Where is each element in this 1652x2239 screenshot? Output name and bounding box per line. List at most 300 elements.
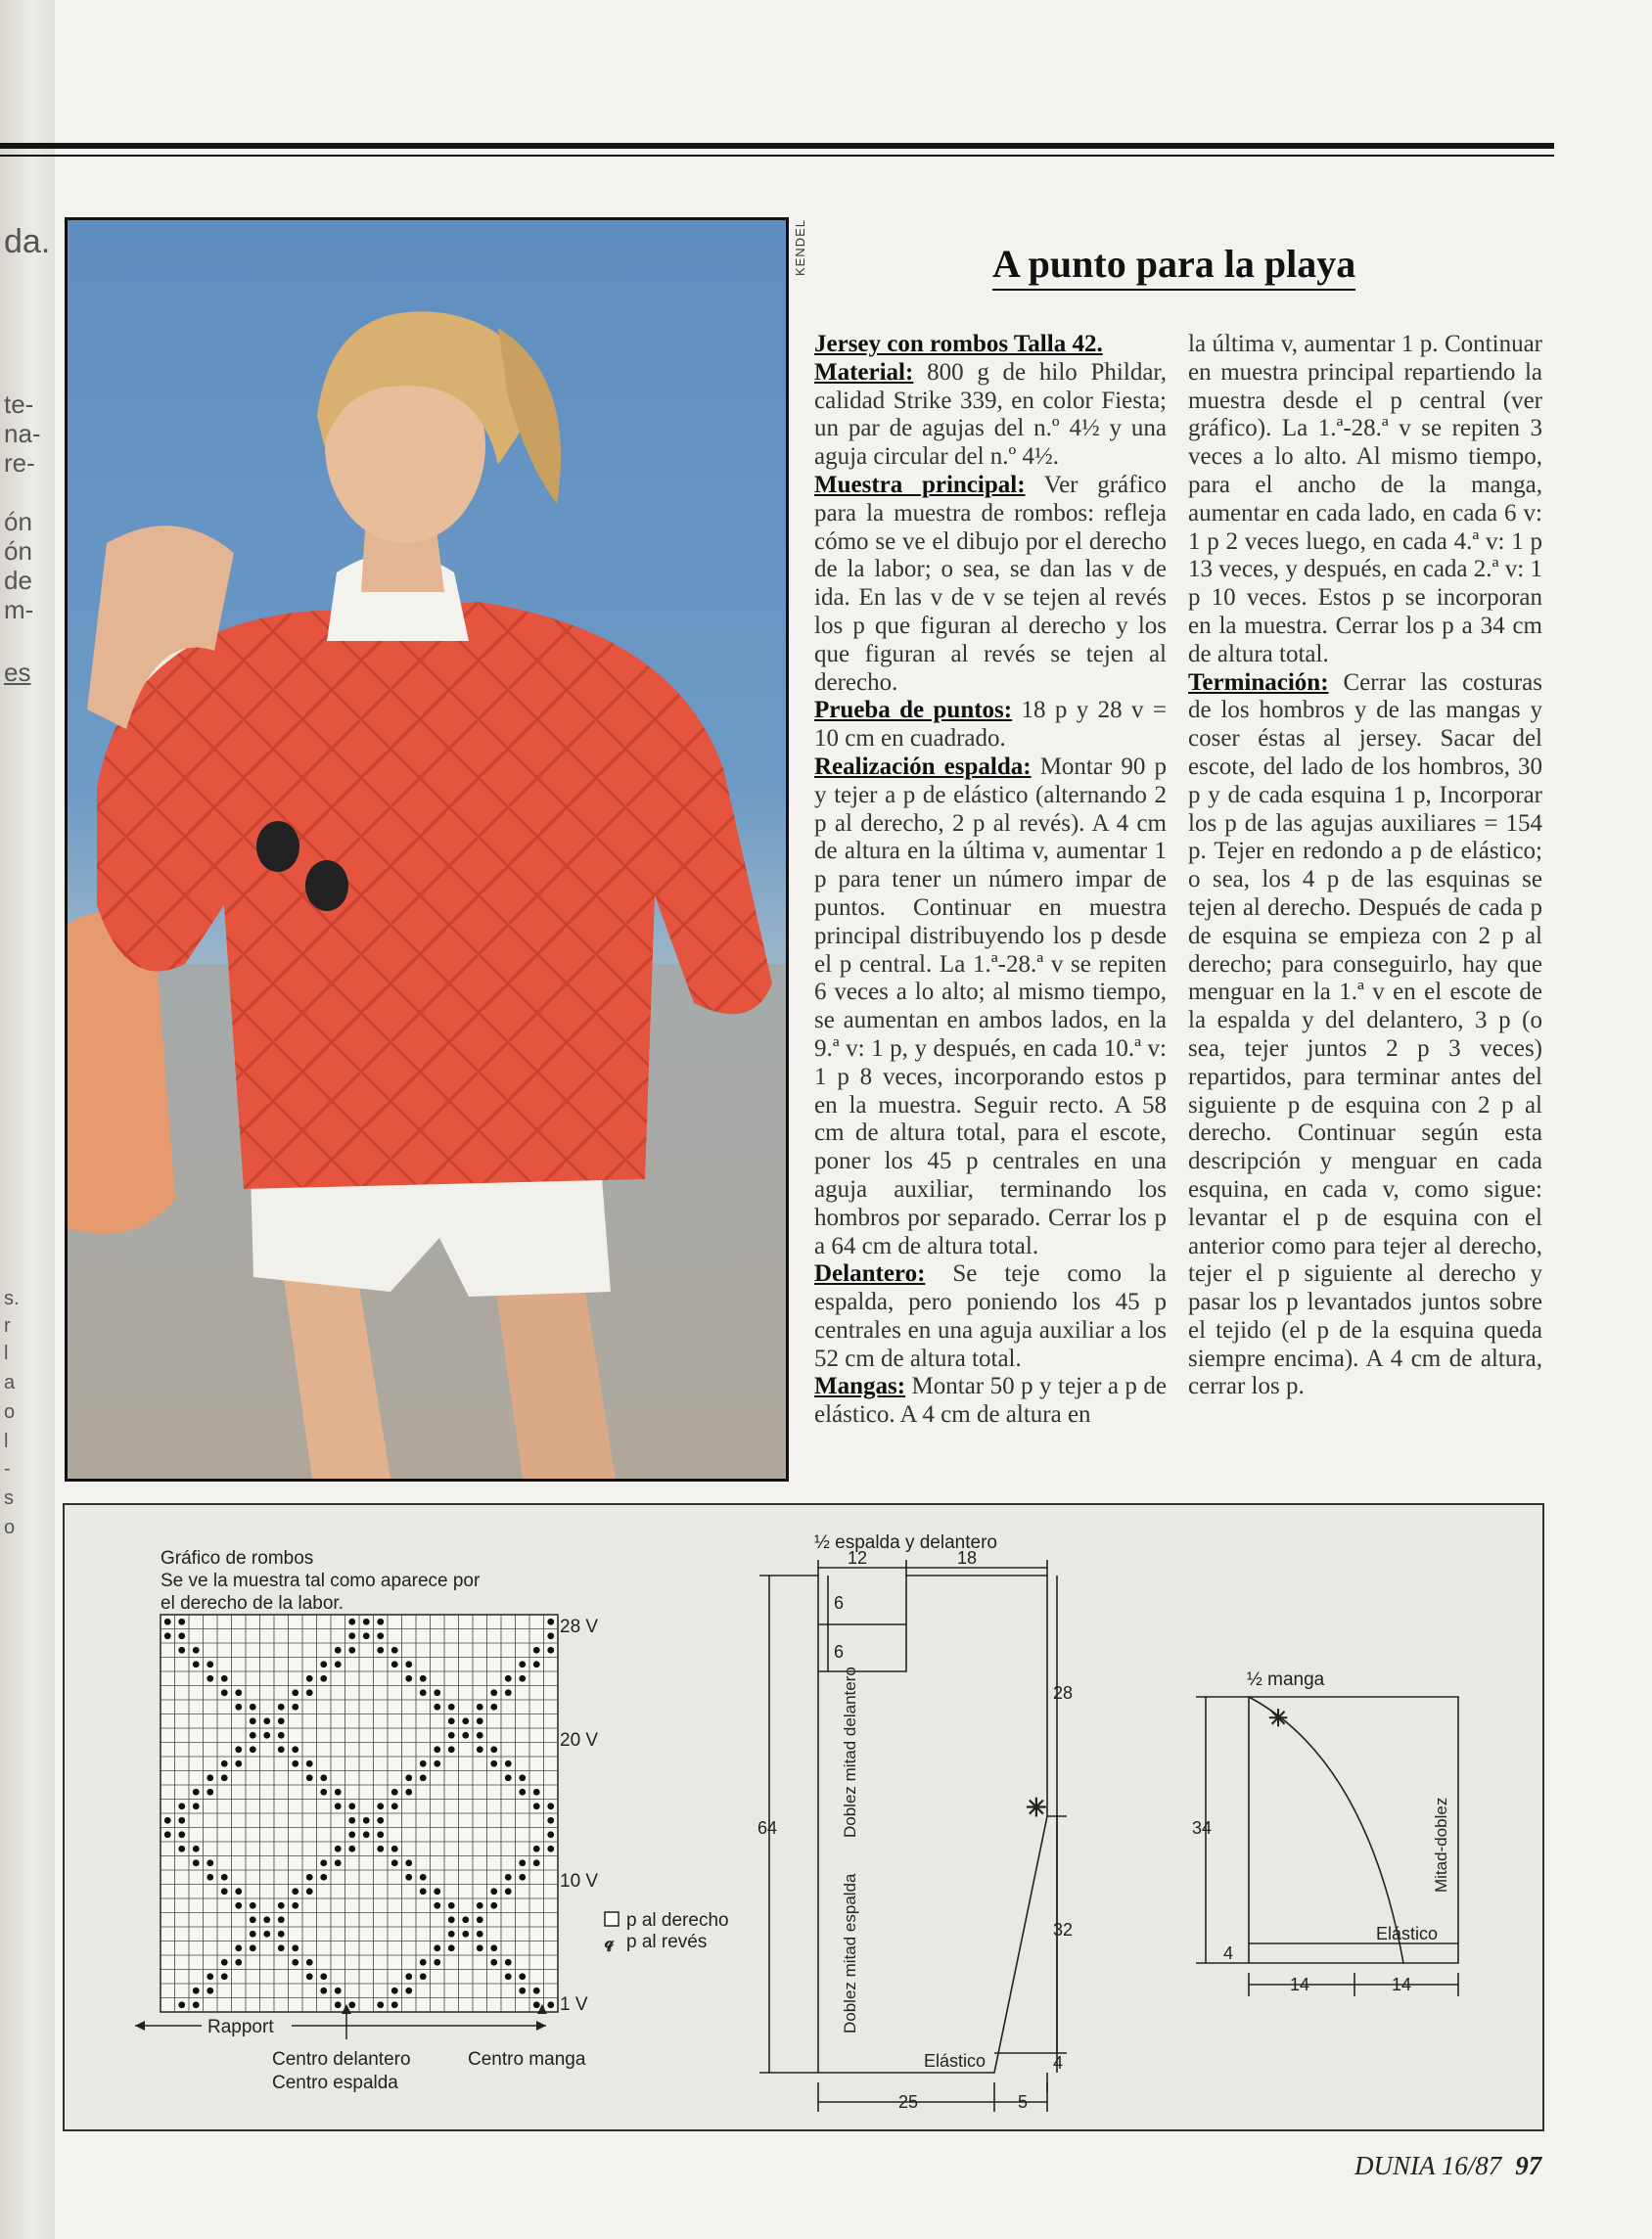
- prev-page-fragment: te-: [4, 389, 34, 419]
- paragraph-text: Cerrar las costuras de los hombros y de las mangas y coser éstas al jersey. Sacar del escote, del lado de los hombros, 30 p y de cada esquina 1 p, Incorporar los p de las agujas auxiliares = 154 p. Tejer en redondo a p de elástico; o sea, los 4 p de las esquinas se tejen al derecho. Después de cada p de esquina se empieza con 2 p al derecho; para conseguirlo, hay que menguar en la 1.ª v en el escote de la espalda y del delantero, 3 p (o sea, tejer juntos 2 p 3 veces) repartidos, para terminar antes del siguiente p de esquina con 2 p al derecho. Continuar según esta descripción y menguar en cada esquina, en cada v, como sigue: levantar el p de esquina con el anterior como para tejer al derecho, tejer el p siguiente al derecho y pasar los p levantados juntos sobre el tejido (el p de la esquina queda siempre encima). A 4 cm de altura, cerrar los p.: [1188, 668, 1542, 1400]
- purl-stitch-mark: [377, 1831, 384, 1838]
- dimension-label: 12: [848, 1548, 868, 1568]
- purl-stitch-mark: [335, 1789, 342, 1796]
- prev-page-fragment: m-: [4, 595, 34, 624]
- purl-stitch-mark: [547, 1831, 554, 1838]
- dimension-label: 14: [1290, 1975, 1310, 1994]
- purl-stitch-mark: [519, 1789, 526, 1796]
- purl-stitch-mark: [420, 1973, 427, 1980]
- purl-stitch-mark: [278, 1931, 285, 1938]
- model-in-sweater-illustration: [68, 220, 786, 1479]
- purl-stitch-mark: [335, 1988, 342, 1994]
- purl-stitch-mark: [420, 1774, 427, 1781]
- paragraph-text: Ver gráfico para la muestra de rombos: refleja cómo se ve el dibujo por el derecho de la labor; o sea, se dan las v de ida. En las v de v se tejen al revés los p que figuran al derecho y los que figuran al revés se tejen al derecho.: [814, 471, 1167, 696]
- purl-stitch-mark: [519, 1973, 526, 1980]
- purl-stitch-mark: [335, 1859, 342, 1866]
- body-schematic: [759, 1560, 1067, 2112]
- section-heading: Terminación:: [1188, 668, 1329, 696]
- paragraph: [814, 754, 1167, 1260]
- purl-stitch-mark: [178, 1803, 185, 1809]
- section-heading: Prueba de puntos:: [814, 697, 1013, 724]
- purl-stitch-mark: [164, 1831, 171, 1838]
- purl-stitch-mark: [477, 1732, 483, 1739]
- purl-stitch-mark: [320, 1661, 327, 1668]
- purl-stitch-mark: [363, 1817, 370, 1824]
- purl-stitch-mark: [377, 1817, 384, 1824]
- paragraph: [1188, 669, 1542, 1402]
- purl-stitch-mark: [292, 1704, 298, 1711]
- purl-stitch-mark: [206, 1675, 213, 1682]
- purl-stitch-mark: [547, 1632, 554, 1639]
- dimension-label: 18: [957, 1548, 978, 1568]
- purl-stitch-mark: [306, 1973, 313, 1980]
- paragraph-text: 18 p y 28 v = 10 cm en cuadrado.: [814, 697, 1167, 753]
- purl-stitch-mark: [391, 1789, 398, 1796]
- purl-stitch-mark: [462, 1717, 469, 1724]
- purl-stitch-mark: [221, 1774, 228, 1781]
- prev-page-fragment: na-: [4, 419, 41, 448]
- paragraph-text: la última v, aumentar 1 p. Continuar en muestra principal repartiendo la muestra desde el p central (ver gráfico). La 1.ª-28.ª v se repiten 3 veces a lo alto. Al mismo tiempo, para el ancho de la manga, aumentar en cada lado, en cada 6 v: 1 p 2 veces luego, en cada 4.ª v: 1 p 13 veces, y después, en cada 2.ª v: 1 p 10 veces. Estos p se incorporan en la muestra. Cerrar los p a 34 cm de altura total.: [1188, 331, 1542, 667]
- purl-stitch-mark: [320, 1774, 327, 1781]
- purl-stitch-mark: [420, 1760, 427, 1767]
- purl-stitch-mark: [235, 1959, 242, 1966]
- purl-stitch-mark: [348, 1846, 355, 1852]
- purl-stitch-mark: [490, 1760, 497, 1767]
- diamond-stitch-chart: [161, 1615, 558, 2012]
- purl-stitch-mark: [263, 1732, 270, 1739]
- purl-stitch-mark: [490, 1704, 497, 1711]
- asterisk-marker-icon: ✳: [1268, 1706, 1289, 1732]
- prev-page-fragment: l: [4, 1431, 9, 1452]
- fold-label: Doblez mitad espalda: [841, 1873, 859, 2033]
- purl-stitch-mark: [547, 1803, 554, 1809]
- purl-stitch-mark: [178, 1817, 185, 1824]
- purl-stitch-mark: [391, 1988, 398, 1994]
- purl-stitch-mark: [221, 1675, 228, 1682]
- purl-stitch-mark: [292, 1689, 298, 1696]
- purl-stitch-mark: [420, 1675, 427, 1682]
- purl-stitch-mark: [193, 1988, 200, 1994]
- purl-stitch-mark: [348, 1817, 355, 1824]
- pattern-diagrams: [65, 1505, 1542, 2129]
- purl-stitch-mark: [420, 1874, 427, 1881]
- dimension-label: 64: [757, 1818, 778, 1838]
- purl-stitch-mark: [221, 1874, 228, 1881]
- purl-stitch-mark: [462, 1931, 469, 1938]
- purl-stitch-mark: [391, 1846, 398, 1852]
- purl-stitch-mark: [348, 1647, 355, 1654]
- purl-stitch-mark: [348, 1831, 355, 1838]
- purl-stitch-mark: [391, 1647, 398, 1654]
- asterisk-marker-icon: ✳: [1026, 1793, 1047, 1822]
- purl-stitch-mark: [391, 2001, 398, 2008]
- fold-label: Mitad-doblez: [1432, 1797, 1450, 1893]
- purl-stitch-mark: [477, 1916, 483, 1923]
- purl-stitch-mark: [320, 1973, 327, 1980]
- article-title: A punto para la playa: [992, 241, 1355, 291]
- purl-stitch-mark: [505, 1973, 512, 1980]
- purl-stitch-mark: [505, 1760, 512, 1767]
- paragraph: [814, 331, 1167, 359]
- purl-stitch-mark: [235, 1944, 242, 1951]
- pattern-diagrams-box: [63, 1503, 1544, 2131]
- purl-stitch-mark: [448, 1732, 455, 1739]
- purl-stitch-mark: [278, 1902, 285, 1909]
- ribbing-label: Elástico: [1376, 1924, 1439, 1943]
- paragraph-text: Se teje como la espalda, pero poniendo los 45 p centrales en una aguja auxiliar a los 52 cm de altura total.: [814, 1260, 1167, 1372]
- purl-stitch-mark: [348, 2001, 355, 2008]
- center-front-label: Centro delantero: [272, 2049, 411, 2070]
- magazine-issue: DUNIA 16/87: [1354, 2151, 1502, 2180]
- purl-stitch-mark: [420, 1959, 427, 1966]
- purl-stitch-mark: [206, 1789, 213, 1796]
- rapport-label: Rapport: [207, 2017, 274, 2037]
- legend-label: p al derecho: [626, 1910, 729, 1931]
- purl-stitch-mark: [505, 1675, 512, 1682]
- photo-credit: KENDEL: [793, 219, 807, 277]
- dimension-label: 34: [1192, 1818, 1213, 1838]
- paragraph: [814, 697, 1167, 754]
- purl-stitch-mark: [250, 1944, 256, 1951]
- prev-page-fragment: es: [4, 658, 31, 687]
- page-footer: [1354, 2151, 1541, 2181]
- purl-stitch-mark: [235, 1689, 242, 1696]
- prev-page-fragment: o: [4, 1517, 16, 1538]
- prev-page-fragment: s: [4, 1487, 14, 1509]
- purl-stitch-mark: [263, 1916, 270, 1923]
- purl-stitch-mark: [477, 1717, 483, 1724]
- prev-page-fragment: re-: [4, 448, 35, 478]
- purl-stitch-mark: [178, 1647, 185, 1654]
- dimension-label: 5: [1018, 2092, 1029, 2112]
- purl-stitch-mark: [490, 1888, 497, 1895]
- sleeve-schematic-title: ½ manga: [1247, 1669, 1325, 1690]
- purl-stitch-mark: [250, 1717, 256, 1724]
- paragraph-text: 800 g de hilo Phildar, calidad Strike 339, en color Fiesta; un par de agujas del n.º 4½ y una aguja circular del n.º 4½.: [814, 358, 1167, 471]
- section-heading: Jersey con rombos Talla 42.: [814, 331, 1103, 357]
- dimension-label: 32: [1053, 1920, 1074, 1940]
- purl-stitch-mark: [519, 1661, 526, 1668]
- purl-stitch-mark: [405, 1874, 412, 1881]
- purl-stitch-mark: [348, 1803, 355, 1809]
- purl-stitch-mark: [505, 1689, 512, 1696]
- purl-stitch-mark: [391, 1661, 398, 1668]
- article-column-1: [814, 331, 1167, 1430]
- purl-stitch-mark: [462, 1916, 469, 1923]
- prev-page-fragment: o: [4, 1401, 16, 1423]
- purl-stitch-mark: [335, 1803, 342, 1809]
- purl-stitch-mark: [477, 1704, 483, 1711]
- purl-stitch-mark: [348, 1619, 355, 1625]
- purl-stitch-mark: [405, 1774, 412, 1781]
- purl-stitch-mark: [250, 1916, 256, 1923]
- purl-stitch-mark: [206, 1988, 213, 1994]
- purl-stitch-mark: [448, 1916, 455, 1923]
- purl-stitch-mark: [306, 1675, 313, 1682]
- purl-stitch-mark: [320, 1859, 327, 1866]
- purl-stitch-mark: [490, 1689, 497, 1696]
- prev-page-fragment: ón: [4, 536, 32, 566]
- purl-stitch-mark: [320, 1988, 327, 1994]
- section-heading: Muestra principal:: [814, 471, 1026, 498]
- purl-stitch-mark: [306, 1959, 313, 1966]
- purl-stitch-mark: [250, 1732, 256, 1739]
- purl-stitch-mark: [547, 1647, 554, 1654]
- purl-stitch-mark: [505, 1774, 512, 1781]
- purl-stitch-mark: [250, 1704, 256, 1711]
- purl-stitch-mark: [193, 1789, 200, 1796]
- purl-stitch-mark: [164, 1619, 171, 1625]
- prev-page-fragment: da.: [4, 223, 51, 260]
- prev-page-fragment: ón: [4, 507, 32, 536]
- purl-stitch-mark: [363, 1619, 370, 1625]
- purl-stitch-mark: [505, 1888, 512, 1895]
- purl-stitch-mark: [477, 1746, 483, 1753]
- paragraph: [814, 359, 1167, 472]
- header-rule: [0, 143, 1554, 149]
- paragraph: [814, 1260, 1167, 1373]
- purl-stitch-mark: [335, 1661, 342, 1668]
- purl-stitch-mark: [490, 1944, 497, 1951]
- purl-stitch-mark: [434, 1888, 440, 1895]
- purl-stitch-mark: [505, 1874, 512, 1881]
- purl-stitch-mark: [320, 1874, 327, 1881]
- purl-stitch-mark: [193, 1661, 200, 1668]
- prev-page-fragment: l: [4, 1343, 9, 1364]
- purl-stitch-mark: [533, 1661, 540, 1668]
- legend-label: p al revés: [626, 1932, 708, 1952]
- purl-stitch-mark: [405, 1859, 412, 1866]
- prev-page-fragment: de: [4, 566, 32, 595]
- purl-stitch-mark: [250, 1902, 256, 1909]
- purl-stitch-mark: [335, 2001, 342, 2008]
- purl-stitch-mark: [519, 1859, 526, 1866]
- knit-stitch-icon: [605, 1912, 619, 1926]
- purl-stitch-mark: [250, 1931, 256, 1938]
- purl-stitch-mark: [306, 1888, 313, 1895]
- purl-stitch-mark: [292, 1760, 298, 1767]
- dimension-label: 14: [1392, 1975, 1412, 1994]
- purl-stitch-mark: [533, 1789, 540, 1796]
- purl-stitch-mark: [221, 1760, 228, 1767]
- purl-stitch-mark: [221, 1689, 228, 1696]
- purl-stitch-mark: [533, 1647, 540, 1654]
- purl-stitch-mark: [292, 1888, 298, 1895]
- purl-stitch-mark: [235, 1888, 242, 1895]
- purl-stitch-mark: [263, 1717, 270, 1724]
- purl-stitch-mark: [263, 1931, 270, 1938]
- purl-stitch-mark: [320, 1675, 327, 1682]
- purl-stitch-mark: [377, 2001, 384, 2008]
- row-label: 10 V: [560, 1871, 599, 1892]
- purl-stitch-mark: [434, 1902, 440, 1909]
- purl-stitch-mark: [221, 1973, 228, 1980]
- purl-stitch-mark: [235, 1902, 242, 1909]
- purl-stitch-mark: [533, 2001, 540, 2008]
- purl-stitch-mark: [306, 1874, 313, 1881]
- center-sleeve-label: Centro manga: [468, 2049, 586, 2070]
- dimension-label: 28: [1053, 1683, 1074, 1703]
- purl-stitch-mark: [250, 1746, 256, 1753]
- purl-stitch-mark: [193, 2001, 200, 2008]
- purl-stitch-mark: [434, 1944, 440, 1951]
- purl-stitch-mark: [348, 1632, 355, 1639]
- purl-stitch-mark: [490, 1902, 497, 1909]
- purl-stitch-mark: [178, 2001, 185, 2008]
- purl-stitch-mark: [178, 1632, 185, 1639]
- purl-stitch-mark: [448, 1704, 455, 1711]
- paragraph: [814, 1373, 1167, 1430]
- purl-stitch-mark: [377, 1803, 384, 1809]
- purl-stitch-mark: [405, 1789, 412, 1796]
- purl-stitch-mark: [405, 1675, 412, 1682]
- prev-page-fragment: -: [4, 1458, 11, 1480]
- purl-stitch-mark: [434, 1704, 440, 1711]
- purl-stitch-mark: [193, 1647, 200, 1654]
- purl-stitch-mark: [448, 1944, 455, 1951]
- purl-stitch-mark: [235, 1704, 242, 1711]
- purl-stitch-mark: [320, 1789, 327, 1796]
- purl-stitch-mark: [477, 1902, 483, 1909]
- purl-stitch-mark: [363, 1632, 370, 1639]
- paragraph-text: Montar 50 p y tejer a p de elástico. A 4 cm de altura en: [814, 1373, 1167, 1429]
- purl-stitch-mark: [377, 1846, 384, 1852]
- purl-stitch-mark: [335, 1647, 342, 1654]
- purl-stitch-mark: [448, 1746, 455, 1753]
- purl-stitch-mark: [434, 1746, 440, 1753]
- prev-page-fragment: r: [4, 1315, 11, 1337]
- purl-stitch-mark: [547, 1846, 554, 1852]
- purl-stitch-mark: [462, 1732, 469, 1739]
- section-heading: Realización espalda:: [814, 753, 1032, 780]
- purl-stitch-mark: [306, 1774, 313, 1781]
- purl-stitch-mark: [519, 1675, 526, 1682]
- purl-stitch-mark: [206, 1661, 213, 1668]
- purl-stitch-mark: [420, 1689, 427, 1696]
- purl-stitch-mark: [193, 1803, 200, 1809]
- purl-stitch-mark: [391, 1803, 398, 1809]
- purl-stitch-mark: [164, 1632, 171, 1639]
- purl-stitch-mark: [221, 1959, 228, 1966]
- purl-stitch-mark: [206, 1973, 213, 1980]
- dimension-label: 25: [898, 2092, 919, 2112]
- ribbing-label: Elástico: [924, 2051, 987, 2071]
- purl-stitch-mark: [434, 1760, 440, 1767]
- purl-stitch-mark: [164, 1817, 171, 1824]
- dimension-label: 4: [1223, 1943, 1234, 1963]
- chart-title: Gráfico de rombos: [161, 1548, 314, 1569]
- purl-stitch-mark: [533, 1803, 540, 1809]
- purl-stitch-mark: [519, 1874, 526, 1881]
- row-label: 1 V: [560, 1994, 588, 2015]
- purl-stitch-mark: [477, 1944, 483, 1951]
- header-rule-thin: [0, 155, 1554, 157]
- purl-stitch-mark: [278, 1704, 285, 1711]
- purl-stitch-mark: [292, 1944, 298, 1951]
- purl-stitch-mark: [377, 1619, 384, 1625]
- article-column-2: [1188, 331, 1542, 1401]
- chart-caption: el derecho de la labor.: [161, 1593, 344, 1614]
- purl-stitch-mark: [547, 2001, 554, 2008]
- purl-stitch-mark: [193, 1846, 200, 1852]
- body-schematic-title: ½ espalda y delantero: [814, 1532, 997, 1553]
- center-back-label: Centro espalda: [272, 2073, 398, 2093]
- purl-stitch-mark: [533, 1988, 540, 1994]
- purl-stitch-mark: [206, 1874, 213, 1881]
- fashion-photo: [65, 217, 789, 1482]
- purl-stitch-mark: [519, 1774, 526, 1781]
- purl-stitch-mark: [206, 1774, 213, 1781]
- purl-stitch-mark: [206, 1859, 213, 1866]
- fold-label: Doblez mitad delantero: [841, 1667, 859, 1838]
- row-label: 20 V: [560, 1730, 599, 1751]
- section-heading: Mangas:: [814, 1373, 906, 1400]
- purl-stitch-mark: [178, 1831, 185, 1838]
- arrow-right-icon: [536, 2021, 546, 2031]
- prev-page-fragment: a: [4, 1372, 16, 1394]
- page-binding: [0, 0, 55, 2239]
- purl-stitch-mark: [292, 1959, 298, 1966]
- purl-stitch-mark: [547, 1817, 554, 1824]
- purl-stitch-mark: [235, 1760, 242, 1767]
- purl-stitch-mark: [448, 1902, 455, 1909]
- purl-stitch-mark: [490, 1959, 497, 1966]
- dimension-label: 6: [834, 1642, 845, 1662]
- purl-stitch-mark: [434, 1689, 440, 1696]
- purl-stitch-mark: [193, 1859, 200, 1866]
- purl-stitch-icon: 𝓆: [605, 1932, 615, 1951]
- purl-stitch-mark: [377, 1647, 384, 1654]
- chart-caption: Se ve la muestra tal como aparece por: [161, 1571, 481, 1591]
- purl-stitch-mark: [448, 1931, 455, 1938]
- prev-page-fragment: s.: [4, 1288, 20, 1309]
- page-number: 97: [1515, 2151, 1542, 2180]
- purl-stitch-mark: [519, 1988, 526, 1994]
- purl-stitch-mark: [377, 1632, 384, 1639]
- sleeve-schematic: [1196, 1697, 1458, 1996]
- purl-stitch-mark: [405, 1661, 412, 1668]
- purl-stitch-mark: [477, 1931, 483, 1938]
- purl-stitch-mark: [363, 1831, 370, 1838]
- paragraph-text: Montar 90 p y tejer a p de elástico (alternando 2 p al derecho, 2 p al revés). A 4 cm de altura en la última v, aumentar 1 p para tener un número impar de puntos. Continuar en muestra principal distribuyendo los p desde el p central. La 1.ª-28.ª v se repiten 6 veces a lo alto; al mismo tiempo, se aumentan en ambos lados, en la 9.ª v: 1 p, y después, en cada 10.ª v: 1 p 8 veces, incorporando estos p en la muestra. Seguir recto. A 58 cm de altura total, para el escote, poner los 45 p centrales en una aguja auxiliar, terminando los hombros por separado. Cerrar los p a 64 cm de altura total.: [814, 753, 1167, 1259]
- purl-stitch-mark: [533, 1859, 540, 1866]
- purl-stitch-mark: [292, 1746, 298, 1753]
- purl-stitch-mark: [405, 1973, 412, 1980]
- purl-stitch-mark: [278, 1916, 285, 1923]
- purl-stitch-mark: [434, 1959, 440, 1966]
- purl-stitch-mark: [505, 1959, 512, 1966]
- purl-stitch-mark: [306, 1760, 313, 1767]
- paragraph: [1188, 331, 1542, 669]
- purl-stitch-mark: [391, 1859, 398, 1866]
- purl-stitch-mark: [335, 1846, 342, 1852]
- purl-stitch-mark: [178, 1846, 185, 1852]
- dimension-label: 4: [1053, 2053, 1064, 2073]
- purl-stitch-mark: [278, 1944, 285, 1951]
- purl-stitch-mark: [278, 1746, 285, 1753]
- dimension-label: 6: [834, 1593, 845, 1613]
- paragraph: [814, 472, 1167, 697]
- arrow-left-icon: [135, 2021, 145, 2031]
- purl-stitch-mark: [292, 1902, 298, 1909]
- section-heading: Delantero:: [814, 1260, 926, 1288]
- purl-stitch-mark: [221, 1888, 228, 1895]
- purl-stitch-mark: [306, 1689, 313, 1696]
- purl-stitch-mark: [533, 1846, 540, 1852]
- purl-stitch-mark: [547, 1619, 554, 1625]
- row-label: 28 V: [560, 1617, 599, 1637]
- purl-stitch-mark: [235, 1746, 242, 1753]
